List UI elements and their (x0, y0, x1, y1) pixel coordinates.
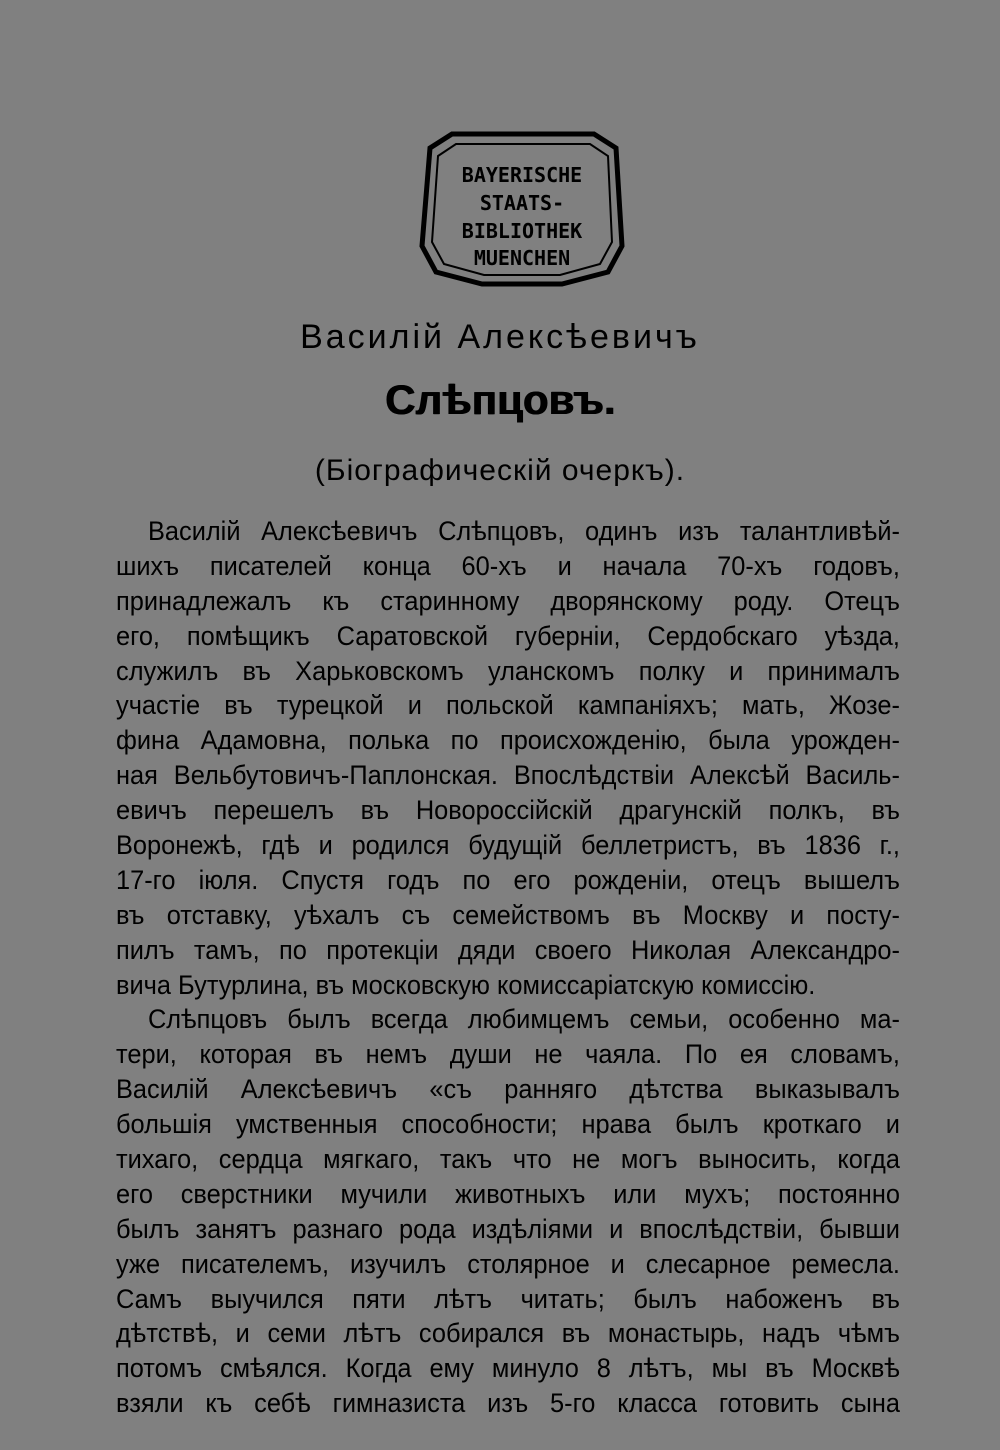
text-line: дѣтствѣ, и семи лѣтъ собирался въ монастырь, надъ чѣмъ (116, 1318, 900, 1349)
body-text (116, 514, 900, 1421)
text-line: его сверстники мучили животныхъ или мухъ; постоянно (116, 1178, 900, 1209)
svg-text:BIBLIOTHEK: BIBLIOTHEK (461, 219, 583, 243)
paragraph (116, 1002, 900, 1421)
text-line: взяли къ себѣ гимназиста изъ 5-го класса готовить сына (116, 1388, 900, 1419)
text-line: евичъ перешелъ въ Новороссійскій драгунскій полкъ, въ (116, 795, 900, 826)
text-line: Слѣпцовъ былъ всегда любимцемъ семьи, особенно ма- (147, 1004, 900, 1035)
author-name: Василій Алексѣевичъ (300, 318, 700, 356)
text-line: уже писателемъ, изучилъ столярное и слесарное ремесла. (116, 1248, 900, 1279)
text-line: Василій Алексѣевичъ Слѣпцовъ, одинъ изъ талантливѣй- (147, 516, 900, 546)
paragraph (116, 514, 900, 1002)
text-line: пилъ тамъ, по протекціи дяди своего Николая Александро- (116, 934, 900, 965)
text-line: вича Бутурлина, въ московскую комиссаріатскую комиссію. (116, 969, 816, 1000)
text-line: шихъ писателей конца 60-хъ и начала 70-хъ годовъ, (116, 550, 900, 581)
text-line: Василій Алексѣевичъ «съ ранняго дѣтства выказывалъ (116, 1074, 900, 1105)
text-line: Воронежѣ, гдѣ и родился будущій беллетристъ, въ 1836 г., (116, 830, 900, 861)
text-line: принадлежалъ къ старинному дворянскому роду. Отецъ (116, 585, 900, 616)
text-line: потомъ смѣялся. Когда ему минуло 8 лѣтъ, мы въ Москвѣ (116, 1353, 900, 1384)
library-stamp (412, 126, 632, 288)
svg-text:BAYERISCHE: BAYERISCHE (461, 163, 583, 187)
text-line: его, помѣщикъ Саратовской губерніи, Сердобскаго уѣзда, (116, 620, 900, 651)
library-stamp-seal (412, 126, 632, 288)
author-surname: Слѣпцовъ. (384, 376, 616, 423)
text-line: участіе въ турецкой и польской кампаніяхъ; мать, Жозе- (116, 690, 900, 721)
text-line: тихаго, сердца мягкаго, такъ что не могъ выносить, когда (116, 1144, 900, 1175)
text-line: въ отставку, уѣхалъ съ семействомъ въ Москву и посту- (116, 899, 900, 930)
text-line: фина Адамовна, полька по происхожденію, была урожден- (116, 725, 900, 756)
text-line: большія умственныя способности; нрава былъ кроткаго и (116, 1109, 900, 1140)
essay-subtitle: (Біографическій очеркъ). (314, 454, 686, 487)
text-line: былъ занятъ разнаго рода издѣліями и впослѣдствіи, бывши (116, 1213, 900, 1244)
text-line: служилъ въ Харьковскомъ уланскомъ полку и принималъ (116, 655, 900, 686)
text-line: тери, которая въ немъ души не чаяла. По ея словамъ, (116, 1039, 900, 1070)
text-line: Самъ выучился пяти лѣтъ читать; былъ набоженъ въ (116, 1283, 900, 1314)
svg-text:STAATS-: STAATS- (479, 191, 565, 215)
text-line: ная Вельбутовичъ-Паплонская. Впослѣдствіи Алексѣй Василь- (116, 760, 900, 791)
text-line: 17-го іюля. Спустя годъ по его рожденіи, отецъ вышелъ (116, 864, 900, 895)
svg-text:MUENCHEN: MUENCHEN (473, 246, 571, 270)
